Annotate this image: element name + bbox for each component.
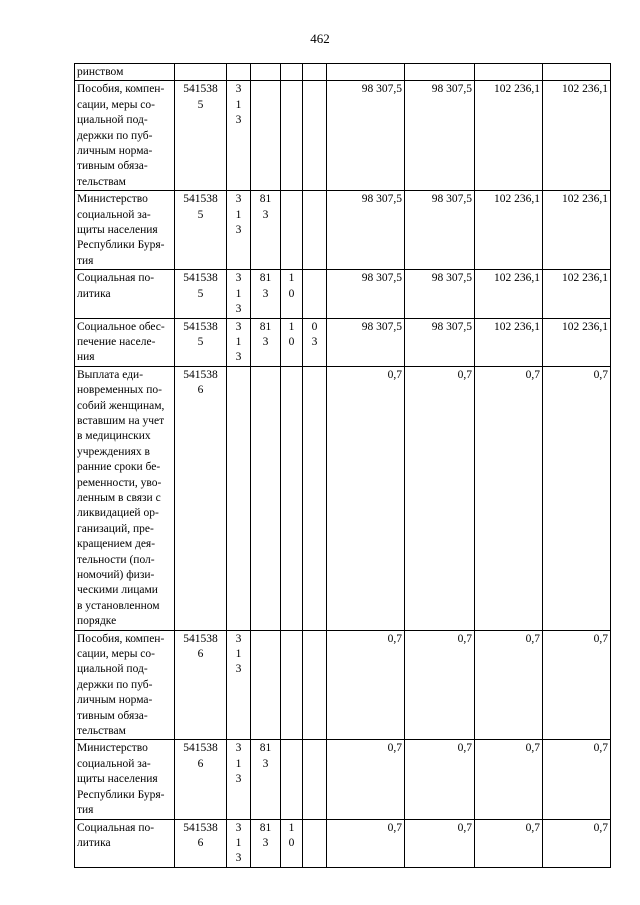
- amount-text-1: 98 307,5: [361, 193, 402, 206]
- amount-cell-1: [327, 64, 405, 81]
- amount-text-3: 102 236,1: [494, 272, 540, 285]
- ministry-code-cell: [251, 318, 281, 366]
- target-article-cell: [175, 740, 227, 819]
- amount-text-4: 0,7: [593, 632, 608, 645]
- row-name-cell: [75, 366, 175, 630]
- target-article-text: 541538 6: [183, 821, 218, 849]
- amount-cell-4: [543, 270, 611, 318]
- target-article-text: 541538 5: [183, 83, 218, 111]
- expense-type-cell: [227, 630, 251, 740]
- table-row: [75, 630, 611, 740]
- target-article-cell: [175, 64, 227, 81]
- section-cell: [281, 740, 303, 819]
- expense-type-text: 3 1 3: [235, 320, 242, 364]
- amount-text-2: 98 307,5: [431, 83, 472, 96]
- ministry-code-text: 81 3: [259, 320, 272, 348]
- amount-cell-4: [543, 740, 611, 819]
- target-article-cell: [175, 366, 227, 630]
- ministry-code-text: 81 3: [259, 272, 272, 300]
- amount-cell-1: [327, 270, 405, 318]
- amount-cell-4: [543, 318, 611, 366]
- expense-type-cell: [227, 819, 251, 867]
- ministry-code-cell: [251, 64, 281, 81]
- row-name-text: Социальная по- литика: [77, 821, 155, 849]
- section-cell: [281, 191, 303, 270]
- section-text: 1 0: [288, 821, 295, 849]
- section-cell: [281, 366, 303, 630]
- expense-type-text: 3 1 3: [235, 821, 242, 865]
- amount-cell-3: [475, 191, 543, 270]
- row-name-text: Министерство социальной за- щиты населения Республики Буря- тия: [77, 742, 165, 817]
- target-article-cell: [175, 630, 227, 740]
- amount-text-2: 0,7: [457, 632, 472, 645]
- amount-text-1: 98 307,5: [361, 320, 402, 333]
- amount-text-3: 102 236,1: [494, 193, 540, 206]
- target-article-cell: [175, 318, 227, 366]
- amount-cell-2: [405, 191, 475, 270]
- target-article-text: 541538 6: [183, 742, 218, 770]
- amount-text-4: 102 236,1: [562, 193, 608, 206]
- table-row: [75, 81, 611, 191]
- amount-text-2: 98 307,5: [431, 320, 472, 333]
- subsection-cell: [303, 64, 327, 81]
- row-name-cell: [75, 191, 175, 270]
- amount-cell-3: [475, 366, 543, 630]
- table-row: [75, 318, 611, 366]
- expense-type-text: 3 1 3: [235, 742, 242, 786]
- amount-text-2: 98 307,5: [431, 193, 472, 206]
- amount-cell-4: [543, 630, 611, 740]
- expense-type-cell: [227, 366, 251, 630]
- row-name-cell: [75, 740, 175, 819]
- amount-cell-3: [475, 318, 543, 366]
- target-article-text: 541538 5: [183, 320, 218, 348]
- subsection-cell: [303, 740, 327, 819]
- subsection-cell: [303, 318, 327, 366]
- budget-table: [74, 63, 611, 868]
- amount-text-3: 102 236,1: [494, 320, 540, 333]
- amount-text-4: 102 236,1: [562, 320, 608, 333]
- table-row: [75, 740, 611, 819]
- amount-text-1: 98 307,5: [361, 272, 402, 285]
- amount-cell-2: [405, 366, 475, 630]
- subsection-text: 0 3: [311, 320, 318, 348]
- amount-text-1: 0,7: [387, 742, 402, 755]
- row-name-text: Пособия, компен- сации, меры со- циальной под- держки по пуб- личным норма- тивным обяза- тельствам: [77, 632, 165, 738]
- amount-text-3: 0,7: [525, 632, 540, 645]
- target-article-cell: [175, 81, 227, 191]
- row-name-cell: [75, 64, 175, 81]
- table-row: [75, 191, 611, 270]
- row-name-cell: [75, 81, 175, 191]
- amount-cell-4: [543, 819, 611, 867]
- row-name-cell: [75, 318, 175, 366]
- amount-cell-2: [405, 630, 475, 740]
- target-article-cell: [175, 191, 227, 270]
- amount-cell-1: [327, 191, 405, 270]
- amount-text-2: 98 307,5: [431, 272, 472, 285]
- section-text: 1 0: [288, 320, 295, 348]
- amount-cell-1: [327, 630, 405, 740]
- amount-cell-1: [327, 819, 405, 867]
- target-article-cell: [175, 819, 227, 867]
- amount-cell-4: [543, 81, 611, 191]
- table-row: [75, 64, 611, 81]
- amount-cell-2: [405, 740, 475, 819]
- amount-cell-1: [327, 366, 405, 630]
- expense-type-cell: [227, 81, 251, 191]
- amount-cell-1: [327, 318, 405, 366]
- amount-text-4: 0,7: [593, 821, 608, 834]
- ministry-code-cell: [251, 366, 281, 630]
- section-cell: [281, 81, 303, 191]
- amount-cell-3: [475, 64, 543, 81]
- amount-text-4: 0,7: [593, 742, 608, 755]
- ministry-code-cell: [251, 191, 281, 270]
- amount-cell-4: [543, 191, 611, 270]
- expense-type-cell: [227, 318, 251, 366]
- table-row: [75, 366, 611, 630]
- ministry-code-text: 81 3: [259, 821, 272, 849]
- target-article-cell: [175, 270, 227, 318]
- subsection-cell: [303, 81, 327, 191]
- row-name-text: Социальное обес- печение населе- ния: [77, 320, 165, 364]
- amount-text-3: 0,7: [525, 368, 540, 381]
- amount-text-1: 0,7: [387, 368, 402, 381]
- amount-cell-4: [543, 64, 611, 81]
- table-row: [75, 819, 611, 867]
- row-name-text: Выплата еди- новременных по- собий женщинам, вставшим на учет в медицинских учреждениях в ранние сроки бе- ременности, уво- ленным в связи с ликвидацией ор- ганизаций, пре- кращением дея- тельности (пол- номочий) физи- ческими лицами в установленном порядке: [77, 368, 165, 628]
- amount-cell-4: [543, 366, 611, 630]
- ministry-code-text: 81 3: [259, 193, 272, 221]
- amount-text-1: 0,7: [387, 632, 402, 645]
- target-article-text: 541538 5: [183, 193, 218, 221]
- row-name-text: Пособия, компен- сации, меры со- циальной под- держки по пуб- личным норма- тивным обяза- тельствам: [77, 83, 165, 188]
- amount-text-3: 0,7: [525, 821, 540, 834]
- expense-type-cell: [227, 191, 251, 270]
- ministry-code-cell: [251, 740, 281, 819]
- row-name-cell: [75, 630, 175, 740]
- expense-type-cell: [227, 270, 251, 318]
- expense-type-text: 3 1 3: [235, 632, 242, 676]
- section-cell: [281, 630, 303, 740]
- expense-type-text: 3 1 3: [235, 193, 242, 237]
- subsection-cell: [303, 630, 327, 740]
- amount-text-3: 0,7: [525, 742, 540, 755]
- section-cell: [281, 819, 303, 867]
- amount-cell-1: [327, 740, 405, 819]
- section-text: 1 0: [288, 272, 295, 300]
- target-article-text: 541538 6: [183, 368, 218, 397]
- row-name-cell: [75, 819, 175, 867]
- ministry-code-text: 81 3: [259, 742, 272, 770]
- amount-cell-2: [405, 81, 475, 191]
- expense-type-text: 3 1 3: [235, 83, 242, 127]
- ministry-code-cell: [251, 81, 281, 191]
- amount-cell-3: [475, 630, 543, 740]
- amount-text-4: 0,7: [593, 368, 608, 381]
- subsection-cell: [303, 366, 327, 630]
- amount-cell-3: [475, 819, 543, 867]
- row-name-text: Социальная по- литика: [77, 272, 155, 300]
- amount-text-1: 0,7: [387, 821, 402, 834]
- amount-text-2: 0,7: [457, 821, 472, 834]
- amount-text-1: 98 307,5: [361, 83, 402, 96]
- section-cell: [281, 318, 303, 366]
- amount-text-3: 102 236,1: [494, 83, 540, 96]
- amount-cell-3: [475, 81, 543, 191]
- expense-type-cell: [227, 64, 251, 81]
- subsection-cell: [303, 191, 327, 270]
- row-name-text: Министерство социальной за- щиты населения Республики Буря- тия: [77, 193, 165, 267]
- subsection-cell: [303, 270, 327, 318]
- section-cell: [281, 270, 303, 318]
- page-number: 462: [310, 31, 330, 46]
- amount-cell-1: [327, 81, 405, 191]
- amount-cell-3: [475, 740, 543, 819]
- amount-cell-2: [405, 64, 475, 81]
- ministry-code-cell: [251, 270, 281, 318]
- amount-text-4: 102 236,1: [562, 83, 608, 96]
- amount-cell-3: [475, 270, 543, 318]
- amount-cell-2: [405, 819, 475, 867]
- amount-text-2: 0,7: [457, 742, 472, 755]
- amount-cell-2: [405, 318, 475, 366]
- row-name-text: ринством: [77, 66, 124, 78]
- row-name-cell: [75, 270, 175, 318]
- expense-type-text: 3 1 3: [235, 272, 242, 316]
- expense-type-cell: [227, 740, 251, 819]
- ministry-code-cell: [251, 630, 281, 740]
- ministry-code-cell: [251, 819, 281, 867]
- amount-cell-2: [405, 270, 475, 318]
- amount-text-2: 0,7: [457, 368, 472, 381]
- table-row: [75, 270, 611, 318]
- section-cell: [281, 64, 303, 81]
- target-article-text: 541538 5: [183, 272, 218, 300]
- amount-text-4: 102 236,1: [562, 272, 608, 285]
- subsection-cell: [303, 819, 327, 867]
- target-article-text: 541538 6: [183, 632, 218, 661]
